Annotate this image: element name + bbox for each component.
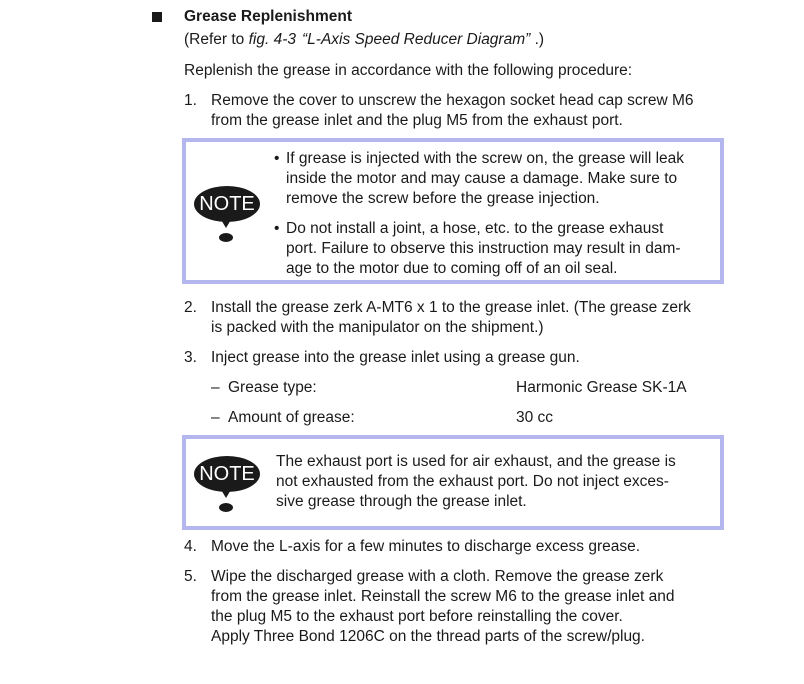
note-text-line: age to the motor due to coming off of an oil seal.: [286, 260, 618, 277]
figure-reference: [184, 30, 544, 50]
note-icon-label: NOTE: [194, 186, 260, 222]
note-bullet: •: [274, 150, 280, 167]
note-icon-label: NOTE: [194, 456, 260, 492]
step-number: 4.: [184, 538, 197, 555]
step-text-line: from the grease inlet. Reinstall the screw M6 to the grease inlet and: [211, 588, 675, 605]
spec-dash: –: [211, 409, 220, 426]
note-text-line: Do not install a joint, a hose, etc. to the grease exhaust: [286, 220, 664, 237]
note-icon-dot: [219, 233, 233, 242]
step-text-line: from the grease inlet and the plug M5 from the exhaust port.: [211, 112, 623, 129]
spec-value: 30 cc: [516, 409, 554, 426]
figure-reference-title: “L-Axis Speed Reducer Diagram”: [302, 31, 531, 48]
note-text-line: inside the motor and may cause a damage. Make sure to: [286, 170, 678, 187]
note-text-line: remove the screw before the grease injection.: [286, 190, 600, 207]
step-text-line: Install the grease zerk A-MT6 x 1 to the grease inlet. (The grease zerk: [211, 299, 691, 316]
step-text-line: Move the L-axis for a few minutes to discharge excess grease.: [211, 538, 641, 555]
note-icon-dot: [219, 503, 233, 512]
note-text-line: If grease is injected with the screw on, the grease will leak: [286, 150, 685, 167]
spec-label: Grease type:: [228, 379, 317, 396]
section-title: Grease Replenishment: [184, 8, 352, 25]
intro-text: Replenish the grease in accordance with the following procedure:: [184, 62, 633, 79]
step-number: 2.: [184, 299, 197, 316]
figure-reference-prefix: (Refer to: [184, 31, 249, 48]
step-number: 3.: [184, 349, 197, 366]
step-text-line: is packed with the manipulator on the shipment.): [211, 319, 544, 336]
spec-dash: –: [211, 379, 220, 396]
figure-reference-fig[interactable]: fig. 4-3: [248, 31, 296, 48]
section-bullet-icon: [152, 12, 162, 22]
step-text-line: Inject grease into the grease inlet using a grease gun.: [211, 349, 580, 366]
note-box-grease-screw: [182, 138, 724, 284]
step-text-line: Remove the cover to unscrew the hexagon socket head cap screw M6: [211, 92, 694, 109]
note-bullet: •: [274, 220, 280, 237]
step-text-line: Wipe the discharged grease with a cloth. Remove the grease zerk: [211, 568, 664, 585]
note-text-line: sive grease through the grease inlet.: [276, 493, 527, 510]
spec-value: Harmonic Grease SK-1A: [516, 379, 687, 396]
note-text-line: The exhaust port is used for air exhaust, and the grease is: [276, 453, 676, 470]
note-icon-tail: [220, 488, 232, 498]
note-text-line: port. Failure to observe this instruction may result in dam-: [286, 240, 681, 257]
note-box-exhaust-port: [182, 435, 724, 530]
figure-reference-suffix: .): [530, 31, 545, 48]
note-icon-tail: [220, 218, 232, 228]
spec-label: Amount of grease:: [228, 409, 355, 426]
step-text-line: Apply Three Bond 1206C on the thread parts of the screw/plug.: [211, 628, 645, 645]
step-number: 5.: [184, 568, 197, 585]
step-number: 1.: [184, 92, 197, 109]
note-text-line: not exhausted from the exhaust port. Do not inject exces-: [276, 473, 669, 490]
step-text-line: the plug M5 to the exhaust port before reinstalling the cover.: [211, 608, 623, 625]
